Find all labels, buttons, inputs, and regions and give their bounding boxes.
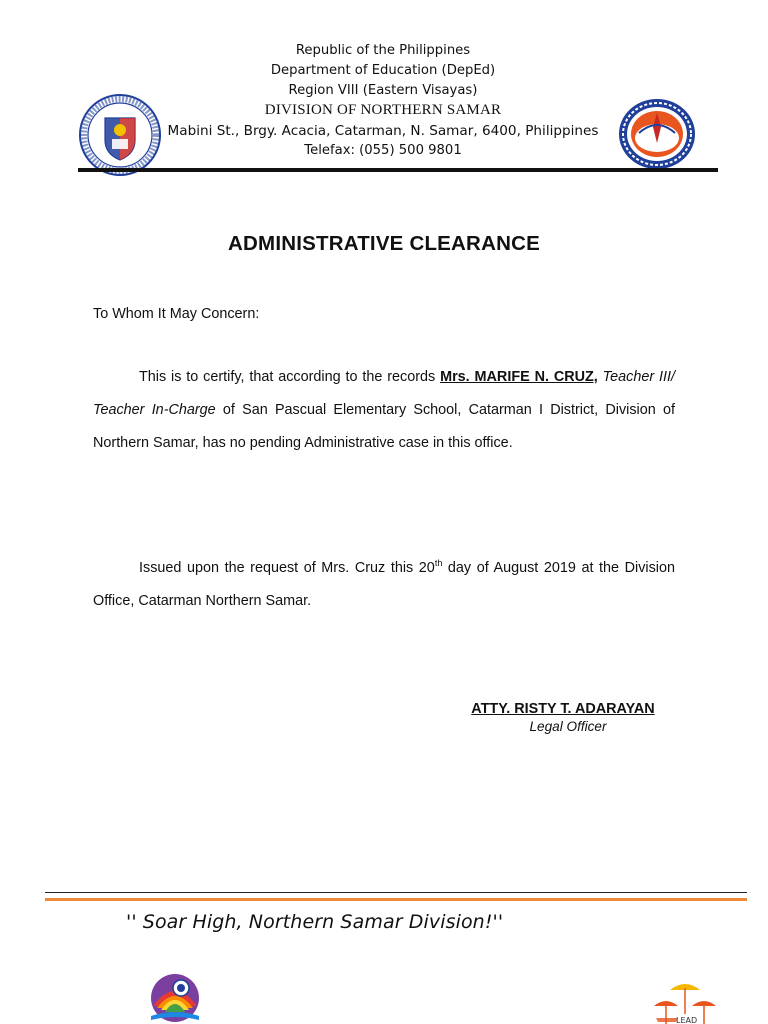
division-motto: '' Soar High, Northern Samar Division!'' <box>126 911 504 933</box>
signatory-title: Legal Officer <box>529 719 607 734</box>
employee-name: Mrs. MARIFE N. CRUZ, <box>440 369 598 385</box>
certification-paragraph <box>93 361 675 460</box>
deped-seal-icon <box>79 94 161 176</box>
lead-umbrella-logo-icon <box>650 980 722 1024</box>
issuance-paragraph <box>93 552 675 618</box>
letterhead-divider <box>78 168 718 172</box>
letterhead-telefax: Telefax: (055) 500 9801 <box>304 143 462 158</box>
signatory-name: ATTY. RISTY T. ADARAYAN <box>471 701 655 717</box>
para2-rest: day of August 2019 at the Division Office, Catarman Northern Samar. <box>93 560 676 609</box>
para2-lead: Issued upon the request of Mrs. Cruz this 20 <box>139 560 435 576</box>
letterhead-republic: Republic of the Philippines <box>295 43 471 58</box>
document-title: ADMINISTRATIVE CLEARANCE <box>228 232 540 255</box>
rainbow-logo-icon <box>147 972 203 1024</box>
letterhead-department: Department of Education (DepEd) <box>270 63 496 78</box>
letterhead-address: Mabini St., Brgy. Acacia, Catarman, N. Samar, 6400, Philippines <box>167 123 599 139</box>
footer-divider-orange <box>45 898 747 901</box>
letterhead-region: Region VIII (Eastern Visayas) <box>288 83 478 98</box>
lead-logo-text: LEAD <box>676 1016 698 1024</box>
para1-rest: of San Pascual Elementary School, Catarman I District, Division of Northern Samar, has no pending Administrative case in this office. <box>93 402 675 451</box>
para1-lead: This is to certify, that according to the records <box>139 369 436 385</box>
footer-divider-dark <box>45 892 747 893</box>
division-seal-icon <box>617 97 697 171</box>
salutation: To Whom It May Concern: <box>93 306 260 322</box>
employee-position: Teacher III/ Teacher In-Charge <box>93 369 675 418</box>
para2-ordinal: th <box>434 558 443 569</box>
letterhead-division: DIVISION OF NORTHERN SAMAR <box>264 102 502 118</box>
